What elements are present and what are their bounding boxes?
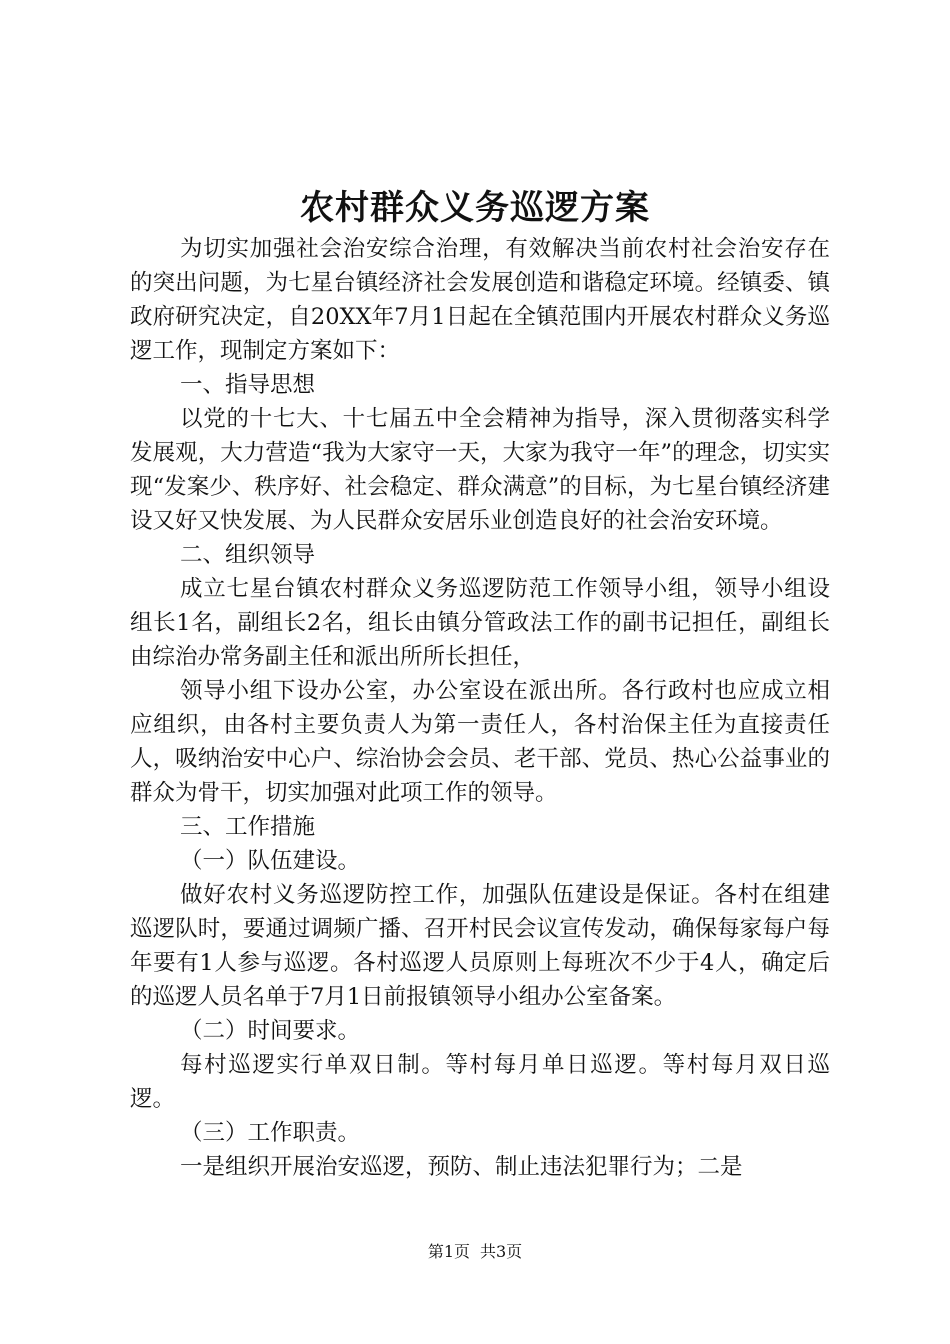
document-title: 农村群众义务巡逻方案 <box>300 188 650 228</box>
paragraph: 每村巡逻实行单双日制。等村每月单日巡逻。等村每月双日巡逻。 <box>130 1052 830 1112</box>
section-heading: 一、指导思想 <box>180 372 316 398</box>
subsection-heading: （二）时间要求。 <box>180 1018 361 1044</box>
subsection-heading: （三）工作职责。 <box>180 1120 361 1146</box>
paragraph: 领导小组下设办公室，办公室设在派出所。各行政村也应成立相应组织，由各村主要负责人为第一责任人，各村治保主任为直接责任人，吸纳治安中心户、综治协会会员、老干部、党员、热心公益事业的群众为骨干，切实加强对此项工作的领导。 <box>130 678 830 806</box>
page-footer <box>0 1240 950 1264</box>
paragraph: 为切实加强社会治安综合治理，有效解决当前农村社会治安存在的突出问题，为七星台镇经济社会发展创造和谐稳定环境。经镇委、镇政府研究决定，自20XX年7月1日起在全镇范围内开展农村群众义务巡逻工作，现制定方案如下： <box>130 236 830 364</box>
document-body <box>130 232 830 1184</box>
page-number: 第1页 <box>427 1242 470 1261</box>
paragraph: 一是组织开展治安巡逻，预防、制止违法犯罪行为；二是 <box>180 1154 743 1180</box>
section-heading: 三、工作措施 <box>180 814 316 840</box>
subsection-heading: （一）队伍建设。 <box>180 848 361 874</box>
section-heading: 二、组织领导 <box>180 542 316 568</box>
paragraph: 以党的十七大、十七届五中全会精神为指导，深入贯彻落实科学发展观，大力营造“我为大家守一天，大家为我守一年”的理念，切实实现“发案少、秩序好、社会稳定、群众满意”的目标，为七星台镇经济建设又好又快发展、为人民群众安居乐业创造良好的社会治安环境。 <box>130 406 830 534</box>
paragraph: 做好农村义务巡逻防控工作，加强队伍建设是保证。各村在组建巡逻队时，要通过调频广播、召开村民会议宣传发动，确保每家每户每年要有1人参与巡逻。各村巡逻人员原则上每班次不少于4人，确定后的巡逻人员名单于7月1日前报镇领导小组办公室备案。 <box>130 882 830 1010</box>
page-total: 共3页 <box>480 1242 523 1261</box>
paragraph: 成立七星台镇农村群众义务巡逻防范工作领导小组，领导小组设组长1名，副组长2名，组长由镇分管政法工作的副书记担任，副组长由综治办常务副主任和派出所所长担任， <box>130 576 830 670</box>
